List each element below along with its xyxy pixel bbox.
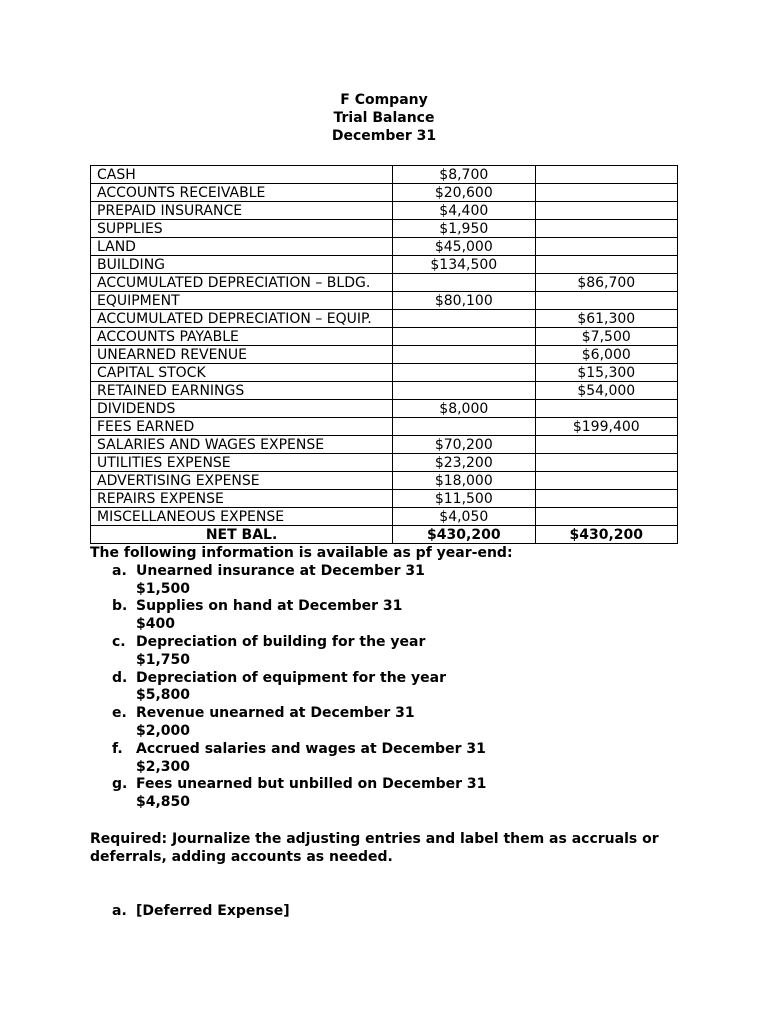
account-cell: DIVIDENDS [91, 400, 393, 418]
account-cell: EQUIPMENT [91, 292, 393, 310]
item-amount: $4,850 [136, 794, 191, 811]
table-row [91, 274, 678, 292]
report-date: December 31 [331, 128, 437, 144]
company-name: F Company [340, 92, 428, 108]
credit-cell [535, 436, 677, 454]
debit-cell: $8,000 [393, 400, 535, 418]
table-row [91, 220, 678, 238]
account-cell: PREPAID INSURANCE [91, 202, 393, 220]
table-row [91, 310, 678, 328]
credit-cell [535, 202, 677, 220]
trial-balance-table [90, 165, 678, 544]
account-cell: ACCUMULATED DEPRECIATION – EQUIP. [91, 310, 393, 328]
credit-cell [535, 490, 677, 508]
table-row [91, 184, 678, 202]
credit-cell: $15,300 [535, 364, 677, 382]
debit-cell: $11,500 [393, 490, 535, 508]
list-item [90, 670, 690, 706]
table-row [91, 418, 678, 436]
document-header [0, 91, 768, 145]
credit-cell [535, 238, 677, 256]
item-amount: $2,300 [136, 758, 191, 775]
list-item [90, 634, 690, 670]
table-row [91, 166, 678, 184]
item-text: Revenue unearned at December 31 [136, 705, 415, 722]
debit-cell: $8,700 [393, 166, 535, 184]
required-instructions: Required: Journalize the adjusting entries and label them as accruals or deferrals, adding accounts as needed. [90, 831, 659, 865]
debit-cell: $45,000 [393, 238, 535, 256]
table-row [91, 328, 678, 346]
total-credit-cell: $430,200 [535, 526, 677, 544]
account-cell: CAPITAL STOCK [91, 364, 393, 382]
debit-cell [393, 346, 535, 364]
list-item [90, 705, 690, 741]
credit-cell [535, 508, 677, 526]
account-cell: SALARIES AND WAGES EXPENSE [91, 436, 393, 454]
debit-cell: $18,000 [393, 472, 535, 490]
table-row [91, 346, 678, 364]
item-amount: $1,500 [136, 580, 191, 597]
debit-cell: $80,100 [393, 292, 535, 310]
total-row [91, 526, 678, 544]
credit-cell [535, 454, 677, 472]
total-debit-cell: $430,200 [393, 526, 535, 544]
list-marker: a. [112, 562, 127, 579]
debit-cell [393, 382, 535, 400]
account-cell: FEES EARNED [91, 418, 393, 436]
table-row [91, 454, 678, 472]
debit-cell: $23,200 [393, 454, 535, 472]
entry-marker: a. [112, 903, 127, 919]
year-end-information [90, 545, 690, 812]
credit-cell [535, 400, 677, 418]
item-text: Supplies on hand at December 31 [136, 598, 403, 615]
debit-cell: $70,200 [393, 436, 535, 454]
credit-cell: $199,400 [535, 418, 677, 436]
credit-cell [535, 472, 677, 490]
account-cell: ACCUMULATED DEPRECIATION – BLDG. [91, 274, 393, 292]
item-text: Depreciation of equipment for the year [136, 669, 447, 686]
item-amount: $5,800 [136, 687, 191, 704]
table-row [91, 256, 678, 274]
credit-cell [535, 184, 677, 202]
list-marker: d. [112, 669, 128, 686]
account-cell: SUPPLIES [91, 220, 393, 238]
account-cell: ACCOUNTS PAYABLE [91, 328, 393, 346]
debit-cell: $1,950 [393, 220, 535, 238]
total-label-cell: NET BAL. [91, 526, 393, 544]
list-marker: f. [112, 740, 123, 757]
account-cell: BUILDING [91, 256, 393, 274]
list-marker: e. [112, 705, 127, 722]
item-amount: $2,000 [136, 722, 191, 739]
item-text: Fees unearned but unbilled on December 31 [136, 776, 487, 793]
list-item [90, 598, 690, 634]
item-text: Unearned insurance at December 31 [136, 562, 425, 579]
list-item [90, 741, 690, 777]
credit-cell: $61,300 [535, 310, 677, 328]
credit-cell [535, 166, 677, 184]
list-item [90, 776, 690, 812]
credit-cell: $7,500 [535, 328, 677, 346]
item-text: Accrued salaries and wages at December 31 [136, 740, 486, 757]
list-marker: b. [112, 598, 128, 615]
account-cell: UTILITIES EXPENSE [91, 454, 393, 472]
item-text: Depreciation of building for the year [136, 633, 426, 650]
table-row [91, 472, 678, 490]
table-row [91, 238, 678, 256]
debit-cell [393, 418, 535, 436]
credit-cell [535, 292, 677, 310]
debit-cell: $134,500 [393, 256, 535, 274]
account-cell: CASH [91, 166, 393, 184]
list-marker: g. [112, 776, 128, 793]
item-amount: $400 [136, 616, 175, 633]
credit-cell: $86,700 [535, 274, 677, 292]
account-cell: UNEARNED REVENUE [91, 346, 393, 364]
account-cell: RETAINED EARNINGS [91, 382, 393, 400]
item-amount: $1,750 [136, 651, 191, 668]
debit-cell: $4,400 [393, 202, 535, 220]
account-cell: MISCELLANEOUS EXPENSE [91, 508, 393, 526]
credit-cell: $6,000 [535, 346, 677, 364]
table-row [91, 490, 678, 508]
debit-cell [393, 364, 535, 382]
entry-label: [Deferred Expense] [136, 903, 290, 919]
debit-cell [393, 310, 535, 328]
table-row [91, 202, 678, 220]
table-row [91, 508, 678, 526]
account-cell: ACCOUNTS RECEIVABLE [91, 184, 393, 202]
credit-cell [535, 220, 677, 238]
credit-cell: $54,000 [535, 382, 677, 400]
debit-cell: $20,600 [393, 184, 535, 202]
debit-cell [393, 328, 535, 346]
report-title: Trial Balance [333, 110, 435, 126]
list-marker: c. [112, 633, 126, 650]
debit-cell: $4,050 [393, 508, 535, 526]
account-cell: ADVERTISING EXPENSE [91, 472, 393, 490]
table-row [91, 364, 678, 382]
debit-cell [393, 274, 535, 292]
info-list [90, 563, 690, 812]
table-row [91, 292, 678, 310]
credit-cell [535, 256, 677, 274]
account-cell: REPAIRS EXPENSE [91, 490, 393, 508]
table-row [91, 436, 678, 454]
info-intro: The following information is available as pf year-end: [90, 545, 513, 561]
journal-entry-a [90, 902, 736, 920]
table-row [91, 382, 678, 400]
list-item [90, 563, 690, 599]
table-row [91, 400, 678, 418]
account-cell: LAND [91, 238, 393, 256]
